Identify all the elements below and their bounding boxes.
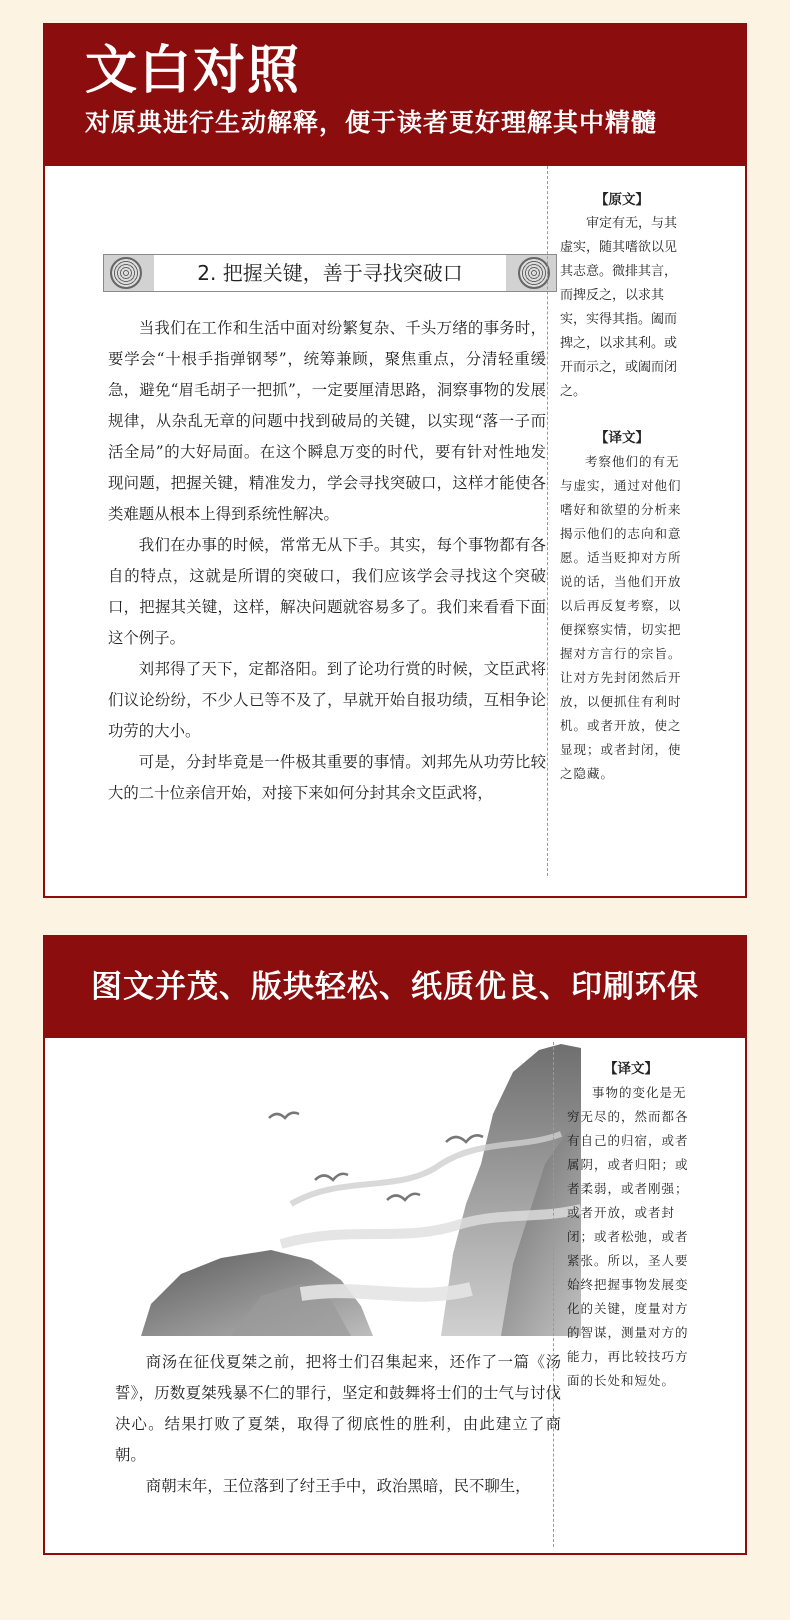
annotation-sidebar [567,1057,695,1393]
translation-label: 【译文】 [595,430,649,446]
chapter-heading [103,254,557,292]
paragraph: 刘邦得了天下，定都洛阳。到了论功行赏的时候，文臣武将们议论纷纷，不少人已等不及了，早就开始自报功绩，互相争论功劳的大小。 [108,660,546,740]
main-text [108,313,546,809]
chapter-title: 2. 把握关键，善于寻找突破口 [154,255,506,291]
main-text [115,1347,561,1502]
panel-title: 文白对照 [85,40,302,101]
annotation-sidebar [560,188,684,786]
column-divider [553,1042,554,1547]
panel-header [45,937,745,1038]
original-text: 审定有无，与其虚实，随其嗜欲以见其志意。微排其言，而捭反之，以求其实，实得其指。阖而捭之，以求其利。或开而示之，或阖而闭之。 [560,216,678,399]
original-label: 【原文】 [595,192,649,208]
paragraph: 当我们在工作和生活中面对纷繁复杂、千头万绪的事务时，要学会“十根手指弹钢琴”，统筹兼顾，聚焦重点，分清轻重缓急，避免“眉毛胡子一把抓”，一定要厘清思路，洞察事物的发展规律，从杂乱无章的问题中找到破局的关键，以实现“落一子而活全局”的大好局面。在这个瞬息万变的时代，要有针对性地发现问题，把握关键，精准发力，学会寻找突破口，这样才能使各类难题从根本上得到系统性解决。 [108,319,546,523]
ornament-icon [518,257,550,289]
bilingual-panel [43,23,747,898]
bird-icon [387,1194,420,1200]
bird-icon [446,1135,483,1142]
ornament-icon [110,257,142,289]
translation-text: 事物的变化是无穷无尽的，然而都各有自己的归宿，或者属阴，或者归阳；或者柔弱，或者刚强；或者开放，或者封闭；或者松弛，或者紧张。所以，圣人要始终把握事物发展变化的关键，度量对方的智谋，测量对方的能力，再比较技巧方面的长处和短处。 [567,1085,689,1388]
panel-subtitle: 对原典进行生动解释，便于读者更好理解其中精髓 [85,108,658,137]
panel-header [45,25,745,166]
paragraph: 可是，分封毕竟是一件极其重要的事情。刘邦先从功劳比较大的二十位亲信开始，对接下来如何分封其余文臣武将， [108,753,546,802]
bird-icon [269,1113,299,1118]
translation-label: 【译文】 [604,1061,658,1077]
panel-title: 图文并茂、版块轻松、纸质优良、印刷环保 [91,969,699,1005]
illustration-panel [43,935,747,1555]
paragraph: 商朝末年，王位落到了纣王手中，政治黑暗，民不聊生， [145,1477,531,1495]
column-divider [547,166,548,876]
ink-landscape-illustration [141,1044,581,1336]
landscape-image [141,1044,581,1336]
bird-icon [315,1174,348,1180]
page-content [45,166,745,896]
paragraph: 我们在办事的时候，常常无从下手。其实，每个事物都有各自的特点，这就是所谓的突破口，我们应该学会寻找这个突破口，把握其关键，这样，解决问题就容易多了。我们来看看下面这个例子。 [108,536,546,647]
paragraph: 商汤在征伐夏桀之前，把将士们召集起来，还作了一篇《汤誓》，历数夏桀残暴不仁的罪行，坚定和鼓舞将士们的士气与讨伐决心。结果打败了夏桀，取得了彻底性的胜利，由此建立了商朝。 [115,1353,561,1464]
translation-text: 考察他们的有无与虚实，通过对他们嗜好和欲望的分析来揭示他们的志向和意愿。适当贬抑对方所说的话，当他们开放以后再反复考察，以便探察实情，切实把握对方言行的宗旨。让对方先封闭然后开放，以便抓住有利时机。或者开放，使之显现；或者封闭，使之隐藏。 [560,454,682,781]
